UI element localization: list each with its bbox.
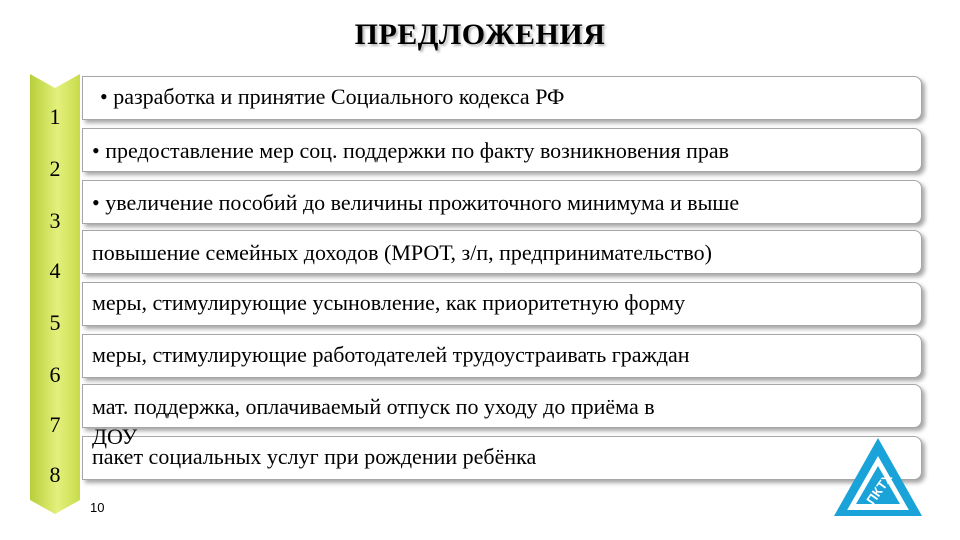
item-text-continuation: ДОУ (92, 424, 138, 449)
page-number: 10 (90, 500, 105, 515)
step-number: 6 (49, 362, 61, 387)
step-number: 8 (49, 462, 61, 487)
item-text: меры, стимулирующие усыновление, как приоритетную форму (92, 290, 686, 315)
step-number: 1 (49, 104, 61, 129)
page-title: ПРЕДЛОЖЕНИЯ (354, 18, 606, 51)
step-number: 3 (49, 208, 61, 233)
item-text: мат. поддержка, оплачиваемый отпуск по уходу до приёма в (92, 394, 655, 419)
step-number: 5 (49, 310, 61, 335)
pkt-triangle-logo-icon (832, 436, 924, 518)
item-text: • увеличение пособий до величины прожиточного минимума и выше (92, 190, 740, 215)
step-number: 4 (49, 258, 61, 283)
step-number: 2 (49, 156, 61, 181)
step-number: 7 (49, 412, 61, 437)
logo-lettering: ПКТХ (863, 470, 896, 508)
item-text: повышение семейных доходов (МРОТ, з/п, предпринимательство) (92, 240, 712, 265)
item-text: меры, стимулирующие работодателей трудоустраивать граждан (92, 342, 690, 367)
item-text: пакет социальных услуг при рождении ребёнка (92, 444, 537, 469)
item-text: • разработка и принятие Социального кодекса РФ (100, 84, 565, 109)
item-text: • предоставление мер соц. поддержки по факту возникновения прав (92, 138, 730, 163)
